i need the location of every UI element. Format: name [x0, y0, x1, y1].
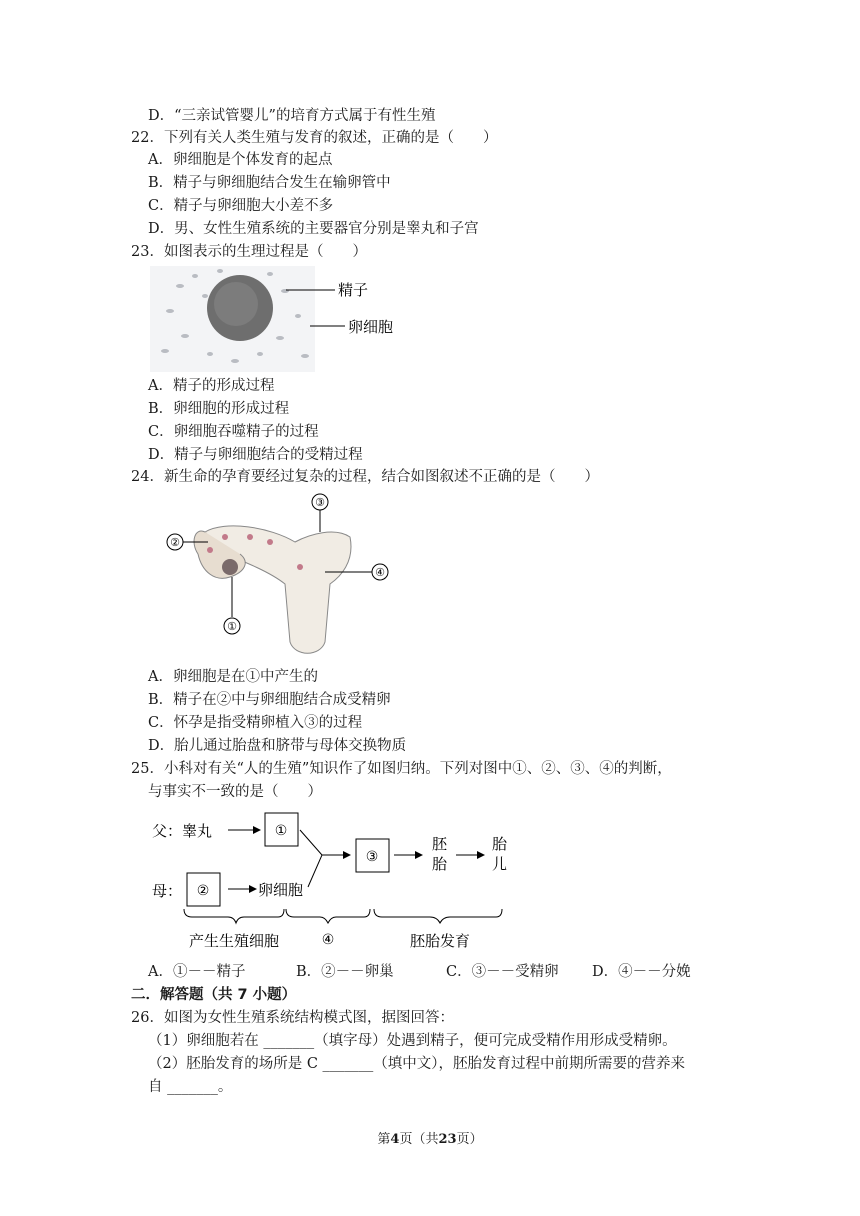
embryo-char2: 胎	[432, 855, 448, 873]
q22-option-d: D．男、女性生殖系统的主要器官分别是睾丸和子宫	[148, 221, 479, 237]
flowchart-svg	[150, 805, 530, 955]
page-footer	[0, 1128, 860, 1147]
q25-option-d: D．④－－分娩	[592, 964, 691, 980]
section-2-heading: 二．解答题（共 7 小题）	[131, 987, 297, 1003]
box-3: ③	[365, 849, 379, 865]
fertilization-image	[150, 266, 410, 372]
q22-option-a: A．卵细胞是个体发育的起点	[148, 152, 333, 168]
q24-option-c: C．怀孕是指受精卵植入③的过程	[148, 715, 363, 731]
q23-option-a: A．精子的形成过程	[148, 378, 275, 394]
embryo-char1: 胚	[432, 835, 448, 853]
egg-label: 卵细胞	[348, 318, 394, 336]
q26-sub2-cont: 自 _______。	[148, 1079, 233, 1095]
fetus-char2: 儿	[492, 855, 508, 873]
footer-page: 4	[390, 1132, 400, 1147]
brace-label-3: 胚胎发育	[409, 932, 471, 950]
fertilization-figure	[150, 266, 410, 372]
label-2: ②	[170, 536, 180, 549]
box-2: ②	[196, 883, 210, 899]
q21-option-d: D．“三亲试管婴儿”的培育方式属于有性生殖	[148, 108, 436, 124]
q24-option-a: A．卵细胞是在①中产生的	[148, 669, 318, 685]
q25-stem-line2: 与事实不一致的是（ ）	[148, 784, 322, 800]
brace-label-1: 产生生殖细胞	[188, 932, 280, 950]
footer-pre: 第	[377, 1132, 391, 1147]
q24-stem: 24．新生命的孕育要经过复杂的过程，结合如图叙述不正确的是（ ）	[131, 469, 599, 485]
sperm-label: 精子	[338, 281, 369, 299]
q23-option-c: C．卵细胞吞噬精子的过程	[148, 424, 319, 440]
label-1: ①	[227, 620, 237, 633]
reproduction-flowchart	[150, 805, 530, 955]
q25-option-a: A．①－－精子	[148, 964, 246, 980]
footer-post: 页）	[456, 1132, 483, 1147]
footer-total: 23	[438, 1132, 457, 1147]
label-3: ③	[315, 496, 325, 509]
fetus-char1: 胎	[492, 835, 508, 853]
q23-stem: 23．如图表示的生理过程是（ ）	[131, 244, 367, 260]
mother-label: 母：	[152, 882, 183, 900]
q26-sub1: （1）卵细胞若在 _______（填字母）处遇到精子，便可完成受精作用形成受精卵。	[148, 1033, 677, 1049]
q22-stem: 22．下列有关人类生殖与发育的叙述，正确的是（ ）	[131, 130, 498, 146]
father-label: 父：睾丸	[152, 822, 213, 840]
q26-stem: 26．如图为女性生殖系统结构模式图，据图回答：	[131, 1010, 454, 1026]
brace-label-2: ④	[321, 932, 335, 948]
egg-cell-label: 卵细胞	[258, 881, 304, 899]
q23-option-b: B．卵细胞的形成过程	[148, 401, 290, 417]
q22-option-c: C．精子与卵细胞大小差不多	[148, 198, 334, 214]
q22-option-b: B．精子与卵细胞结合发生在输卵管中	[148, 175, 391, 191]
q23-option-d: D．精子与卵细胞结合的受精过程	[148, 447, 363, 463]
q25-stem-line1: 25．小科对有关“人的生殖”知识作了如图归纳。下列对图中①、②、③、④的判断，	[131, 761, 672, 777]
footer-mid: 页（共	[399, 1132, 439, 1147]
uterus-diagram	[150, 492, 400, 664]
label-4: ④	[375, 566, 385, 579]
box-1: ①	[274, 823, 288, 839]
q25-option-b: B．②－－卵巢	[296, 964, 394, 980]
q24-option-d: D．胎儿通过胎盘和脐带与母体交换物质	[148, 738, 407, 754]
q25-option-c: C．③－－受精卵	[446, 964, 559, 980]
q24-option-b: B．精子在②中与卵细胞结合成受精卵	[148, 692, 391, 708]
female-reproductive-figure	[150, 492, 400, 664]
q26-sub2: （2）胚胎发育的场所是 C _______（填中文），胚胎发育过程中前期所需要的营养来	[148, 1056, 686, 1072]
